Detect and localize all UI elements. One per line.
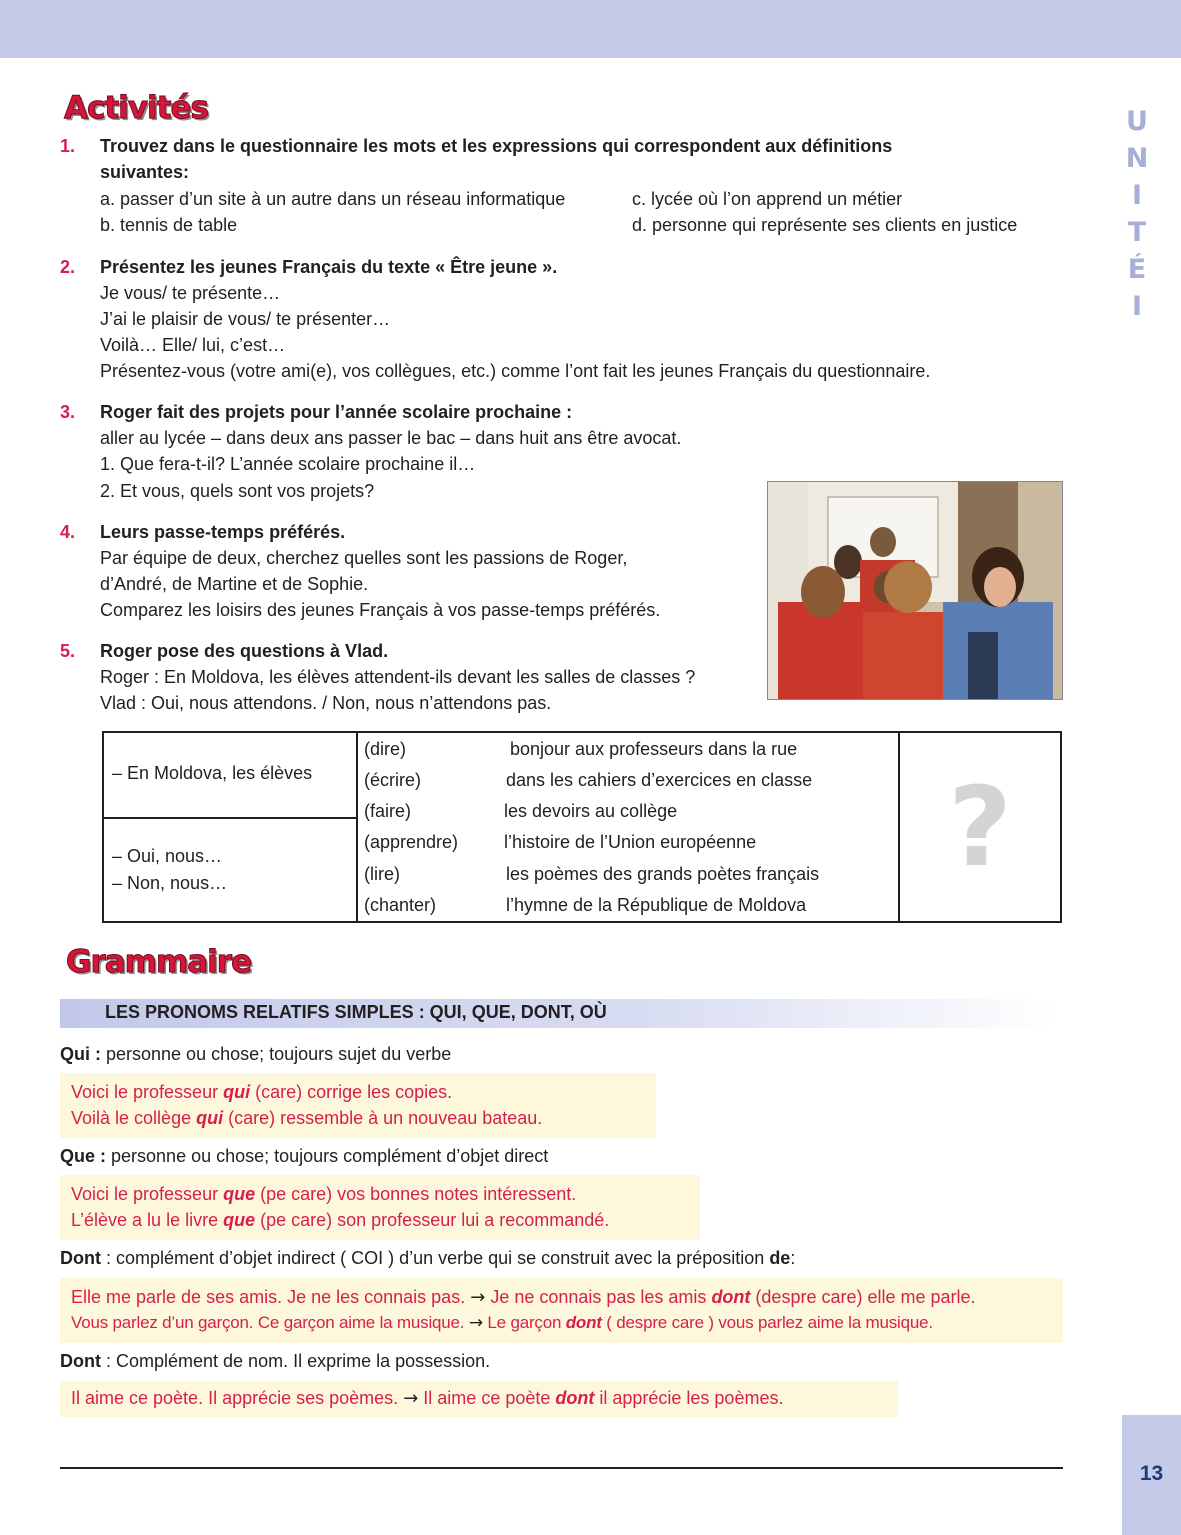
rule-dont-possession: Dont : Complément de nom. Il exprime la possession. [60, 1351, 491, 1371]
activites-heading: Activités [64, 90, 208, 126]
table-verb: (chanter) [364, 895, 437, 915]
item-line: Vlad : Oui, nous attendons. / Non, nous n’attendons pas. [100, 693, 552, 713]
answer-line: – Non, nous… [112, 873, 228, 893]
item-title: Leurs passe-temps préférés. [100, 522, 346, 542]
example-box-dont-possession [60, 1381, 898, 1417]
example-line: Elle me parle de ses amis. Je ne les connais pas. → Je ne connais pas les amis dont (despre care) elle me parle. [71, 1287, 976, 1308]
rule-qui: Qui : personne ou chose; toujours sujet du verbe [60, 1044, 452, 1064]
item-line: 1. Que fera-t-il? L’année scolaire prochaine il… [100, 454, 476, 474]
item-line: Présentez-vous (votre ami(e), vos collègues, etc.) comme l’ont fait les jeunes Français du questionnaire. [100, 361, 931, 381]
question-mark-cell [899, 732, 1061, 922]
item-title: Trouvez dans le questionnaire les mots et les expressions qui correspondent aux définitions [100, 136, 893, 156]
question-mark-icon: ? [948, 763, 1012, 891]
item-number: 5. [60, 641, 76, 661]
table-verb: (écrire) [364, 770, 421, 790]
item-line: Comparez les loisirs des jeunes Français à vos passe-temps préférés. [100, 600, 661, 620]
arrow-icon: → [403, 1388, 419, 1409]
item-title: suivantes: [100, 162, 190, 182]
answer-line: – Oui, nous… [112, 846, 223, 866]
item-number: 2. [60, 257, 76, 277]
table-phrase: dans les cahiers d’exercices en classe [506, 770, 813, 790]
item-line: Par équipe de deux, cherchez quelles sont les passions de Roger, [100, 548, 628, 568]
example-box-dont-coi [60, 1278, 1063, 1343]
table-verb: (dire) [364, 739, 407, 759]
table-cell-answers [103, 818, 357, 922]
item-title: Roger pose des questions à Vlad. [100, 641, 389, 661]
definition-b: b. tennis de table [100, 215, 238, 235]
rule-dont-coi: Dont : complément d’objet indirect ( COI ) d’un verbe qui se construit avec la préposition de: [60, 1248, 796, 1268]
rule-que: Que : personne ou chose; toujours complément d’objet direct [60, 1146, 549, 1166]
page-number: 13 [1139, 1462, 1164, 1485]
grammaire-heading: Grammaire [66, 944, 252, 980]
item-title: Présentez les jeunes Français du texte « Être jeune ». [100, 257, 558, 277]
example-box-qui [60, 1073, 656, 1138]
definition-d: d. personne qui représente ses clients en justice [632, 215, 1018, 235]
item-line: d’André, de Martine et de Sophie. [100, 574, 369, 594]
item-line: Roger : En Moldova, les élèves attendent-ils devant les salles de classes ? [100, 667, 696, 687]
table-phrase: les poèmes des grands poètes français [506, 864, 820, 884]
example-box-que [60, 1175, 700, 1240]
arrow-icon: → [468, 1313, 483, 1333]
verb-table [102, 731, 1062, 923]
item-line: aller au lycée – dans deux ans passer le bac – dans huit ans être avocat. [100, 428, 682, 448]
example-line: Voilà le collège qui (care) ressemble à un nouveau bateau. [71, 1108, 543, 1128]
table-cell-verbs [357, 732, 899, 922]
example-line: Voici le professeur qui (care) corrige les copies. [71, 1082, 453, 1102]
item-line: Voilà… Elle/ lui, c’est… [100, 335, 286, 355]
table-cell-subject: – En Moldova, les élèves [103, 732, 357, 818]
table-phrase: les devoirs au collège [504, 801, 678, 821]
item-line: J’ai le plaisir de vous/ te présenter… [100, 309, 391, 329]
students-photo [767, 481, 1063, 700]
table-verb: (lire) [364, 864, 400, 884]
section-title: LES PRONOMS RELATIFS SIMPLES : QUI, QUE, DONT, OÙ [105, 1002, 607, 1022]
table-phrase: l’hymne de la République de Moldova [506, 895, 807, 915]
unit-side-label: U N I T É I [1125, 106, 1149, 322]
item-number: 1. [60, 136, 76, 156]
example-line: L’élève a lu le livre que (pe care) son professeur lui a recommandé. [71, 1210, 610, 1230]
table-phrase: l’histoire de l’Union européenne [504, 832, 757, 852]
example-line: Vous parlez d’un garçon. Ce garçon aime la musique. → Le garçon dont ( despre care ) vous parlez aime la musique. [71, 1313, 933, 1333]
item-line: Je vous/ te présente… [100, 283, 281, 303]
item-title: Roger fait des projets pour l’année scolaire prochaine : [100, 402, 573, 422]
table-verb: (faire) [364, 801, 412, 821]
table-verb: (apprendre) [364, 832, 459, 852]
item-line: 2. Et vous, quels sont vos projets? [100, 481, 375, 501]
definition-c: c. lycée où l’on apprend un métier [632, 189, 903, 209]
item-number: 4. [60, 522, 76, 542]
footer-rule [60, 1467, 1063, 1469]
table-phrase: bonjour aux professeurs dans la rue [510, 739, 798, 759]
example-line: Il aime ce poète. Il apprécie ses poèmes. → Il aime ce poète dont il apprécie les poèmes. [71, 1388, 784, 1409]
arrow-icon: → [470, 1287, 486, 1308]
example-line: Voici le professeur que (pe care) vos bonnes notes intéressent. [71, 1184, 577, 1204]
definition-a: a. passer d’un site à un autre dans un réseau informatique [100, 189, 566, 209]
item-number: 3. [60, 402, 76, 422]
top-band [0, 0, 1181, 58]
